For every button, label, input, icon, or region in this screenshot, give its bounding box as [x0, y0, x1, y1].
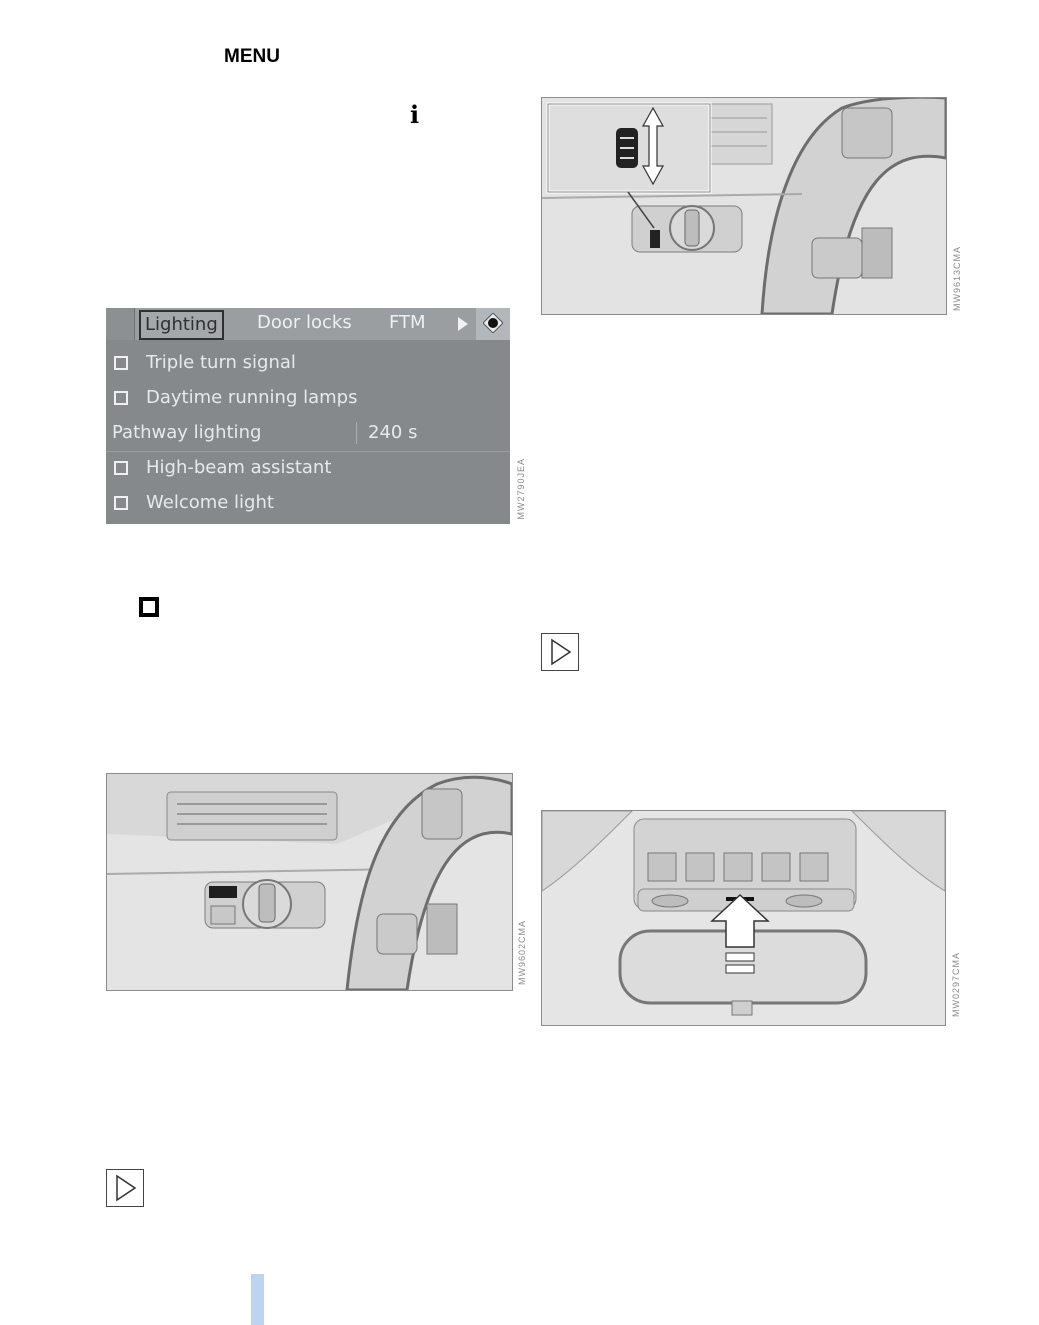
end-of-section-icon [139, 597, 159, 617]
light-switch-illustration [106, 773, 513, 991]
page-marker-bar [251, 1274, 264, 1325]
arrow-right-icon[interactable] [458, 317, 468, 331]
rearview-mirror-illustration [541, 810, 946, 1026]
tab-bar [106, 308, 510, 340]
list-item-welcome-light[interactable] [106, 486, 510, 521]
list-item-daytime-running-lamps[interactable] [106, 381, 510, 416]
list-item-high-beam-assistant[interactable] [106, 451, 510, 486]
note-triangle-icon [106, 1169, 144, 1207]
checkbox-icon[interactable] [114, 391, 128, 405]
image-code: MW9602CMA [517, 920, 527, 986]
info-icon: i [410, 100, 420, 129]
triangle-note-icon [107, 1170, 143, 1206]
list-item-label: High-beam assistant [146, 457, 332, 478]
controller-diamond-icon [483, 313, 503, 333]
image-code: MW9613CMA [952, 246, 962, 312]
menu-button-label: MENU [224, 46, 280, 67]
image-code: MW2790JEA [516, 458, 526, 520]
divider [356, 422, 357, 444]
controller-icon-box [476, 308, 510, 340]
tab-bar-edge [106, 308, 135, 340]
list-item-label: Welcome light [146, 492, 274, 513]
image-code: MW0297CMA [951, 952, 961, 1018]
headlight-range-drawing [542, 98, 946, 314]
list-item-pathway-lighting[interactable] [106, 416, 510, 452]
tab-door-locks[interactable]: Door locks [257, 312, 352, 333]
list-item-label: Pathway lighting [112, 422, 262, 443]
checkbox-icon[interactable] [114, 356, 128, 370]
checkbox-icon[interactable] [114, 496, 128, 510]
rearview-mirror-drawing [542, 811, 945, 1025]
list-item-triple-turn-signal[interactable] [106, 346, 510, 381]
note-triangle-icon [541, 633, 579, 671]
pathway-lighting-value[interactable]: 240 s [368, 422, 418, 443]
checkbox-icon[interactable] [114, 461, 128, 475]
list-item-label: Triple turn signal [146, 352, 296, 373]
tab-lighting[interactable]: Lighting [139, 310, 224, 340]
headlight-range-illustration [541, 97, 947, 315]
tab-ftm[interactable]: FTM [389, 312, 426, 333]
idrive-lighting-screen [106, 308, 510, 524]
dashboard-light-switch-drawing [107, 774, 512, 990]
triangle-note-icon [542, 634, 578, 670]
list-item-label: Daytime running lamps [146, 387, 358, 408]
